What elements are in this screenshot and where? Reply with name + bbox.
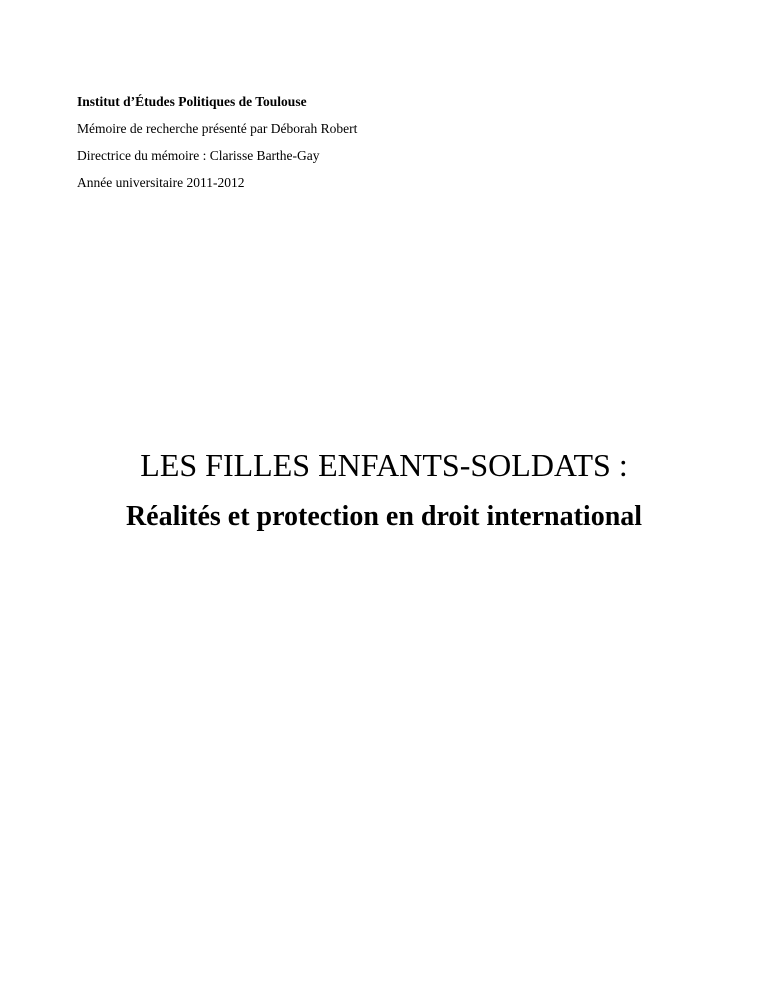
director-line: Directrice du mémoire : Clarisse Barthe-Gay xyxy=(77,148,320,163)
main-title: LES FILLES ENFANTS-SOLDATS : xyxy=(140,447,628,483)
author-line: Mémoire de recherche présenté par Déborah Robert xyxy=(77,121,358,136)
subtitle: Réalités et protection en droit international xyxy=(125,501,643,532)
title-block xyxy=(0,445,768,535)
institution-name: Institut d’Études Politiques de Toulouse xyxy=(77,94,307,109)
academic-year-line: Année universitaire 2011-2012 xyxy=(77,175,245,190)
header-block xyxy=(77,93,677,201)
